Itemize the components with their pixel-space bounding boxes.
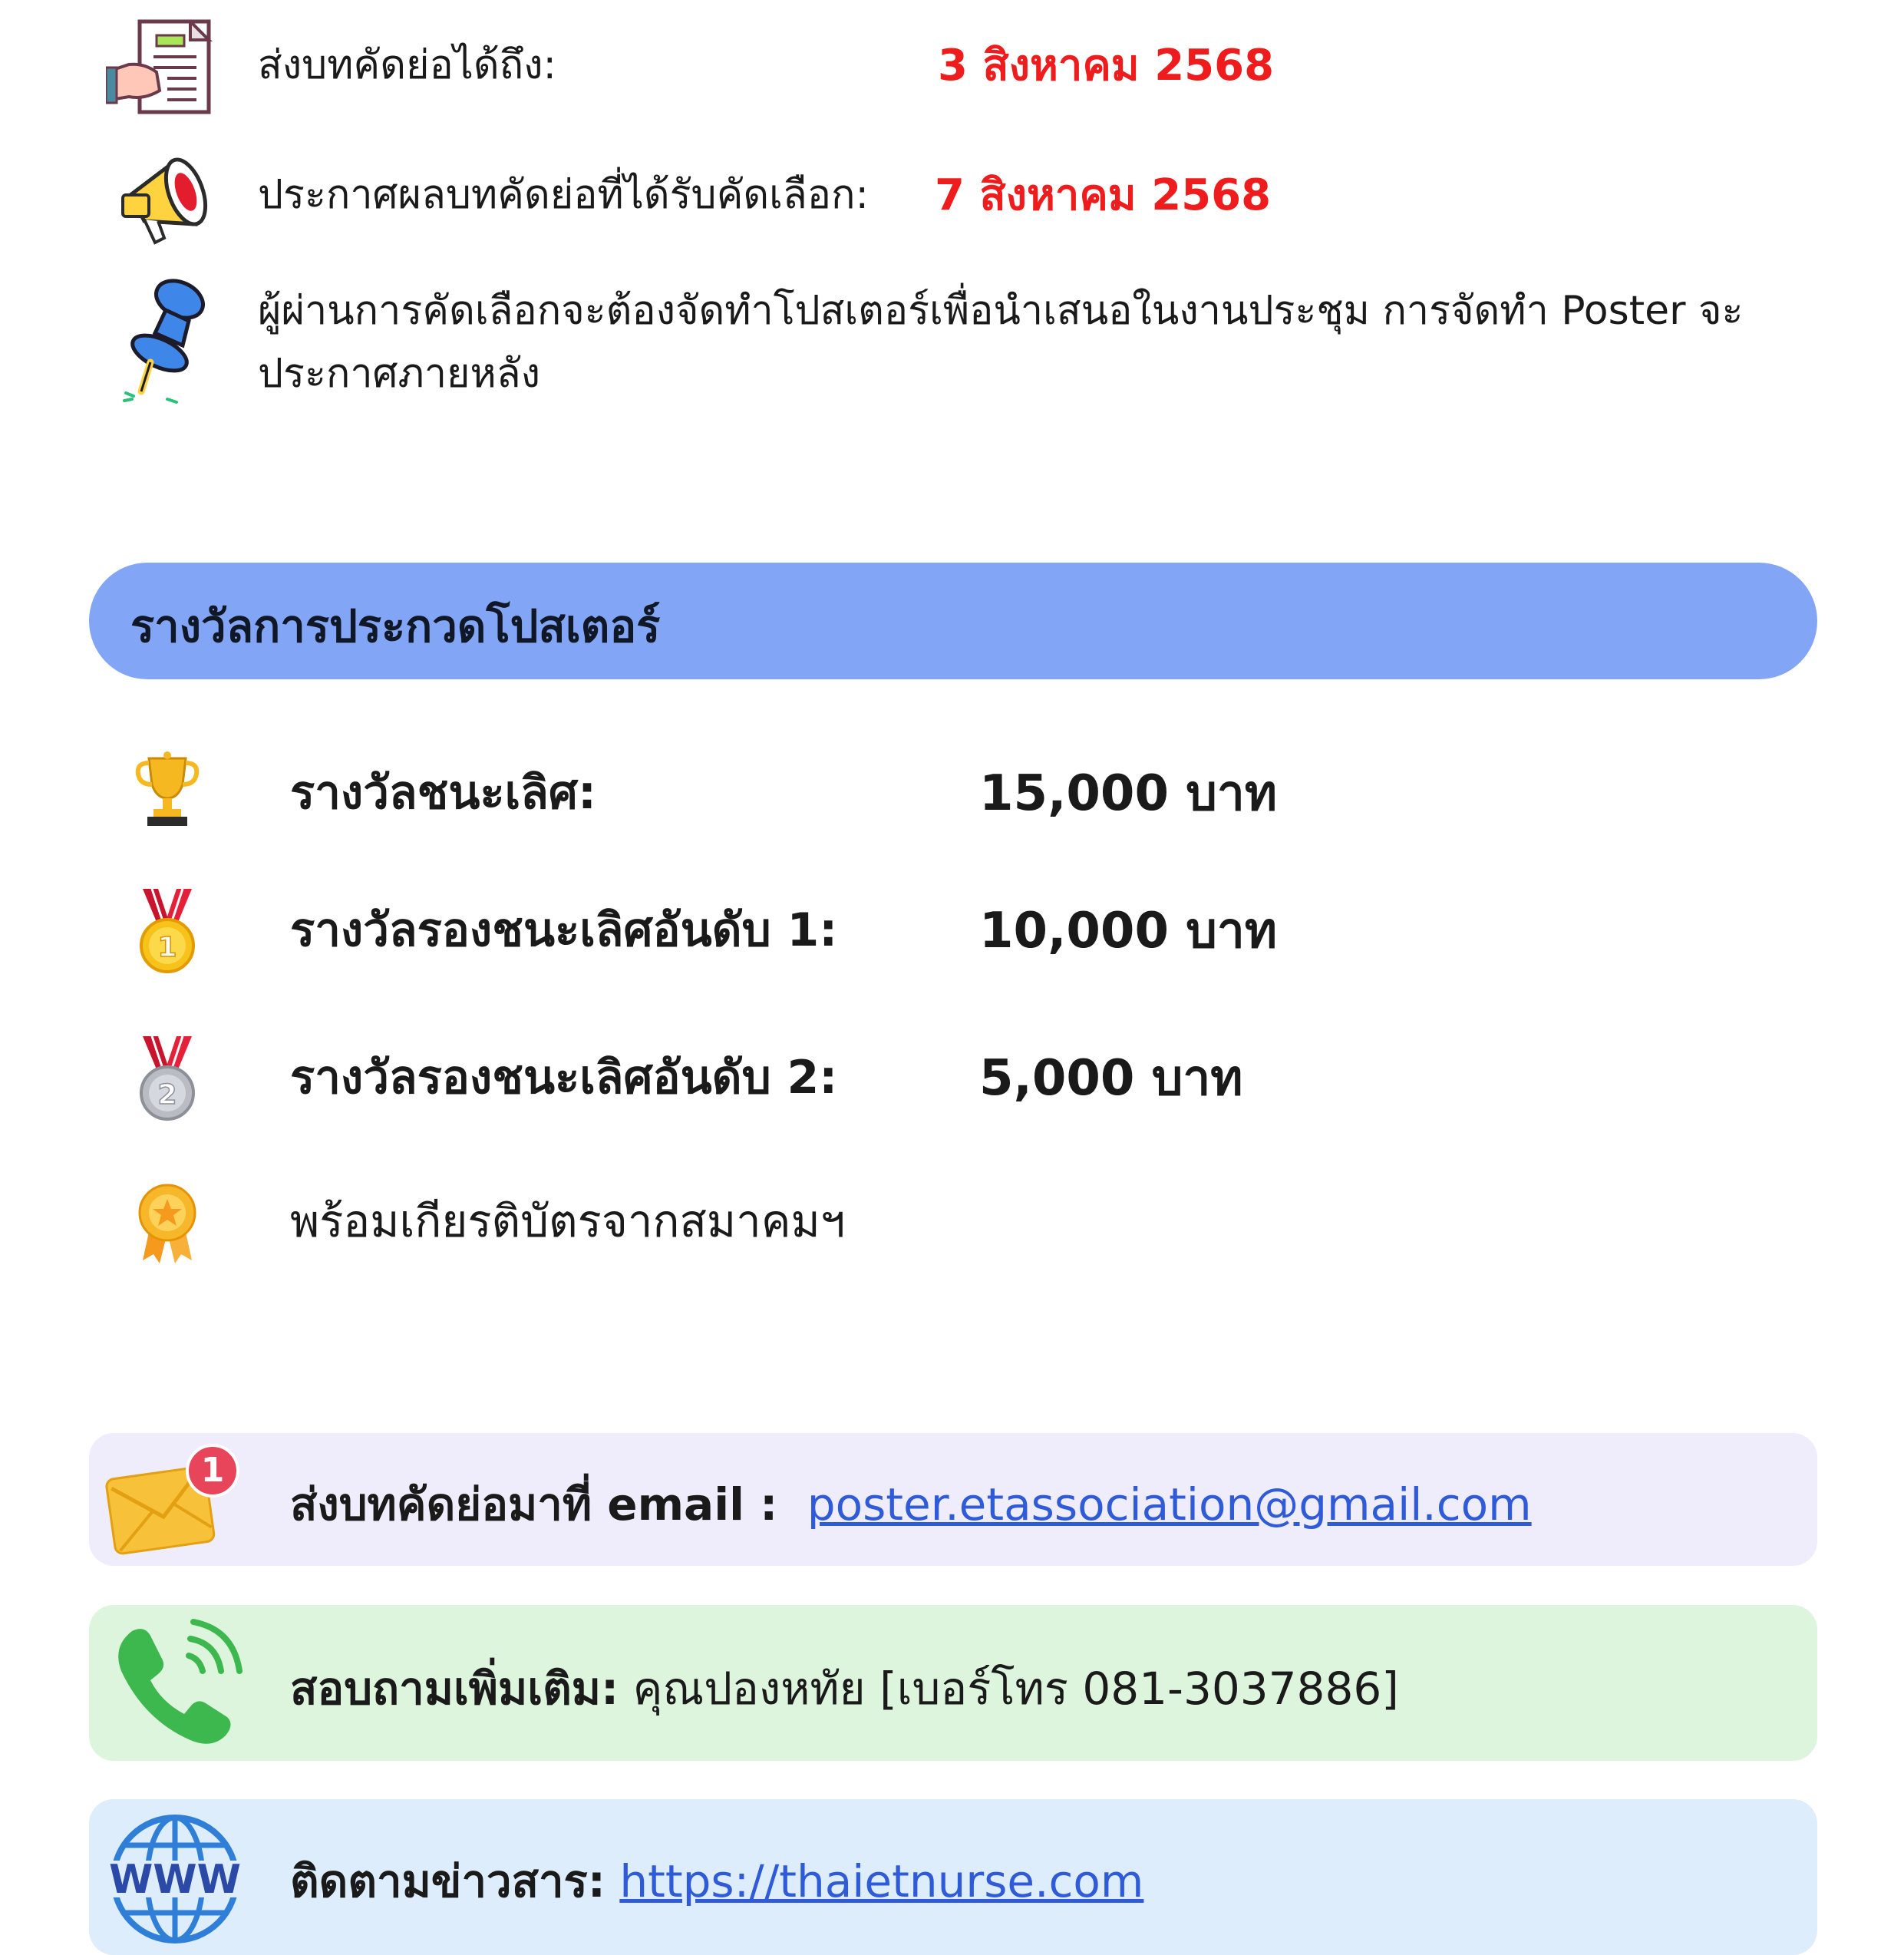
- second-prize-label: รางวัลรองชนะเลิศอันดับ 1:: [290, 903, 838, 957]
- rosette-icon: [137, 1184, 198, 1265]
- poster-note-line2: ประกาศภายหลัง: [258, 351, 541, 397]
- trophy-icon: [135, 751, 200, 827]
- poster-note-line1: ผู้ผ่านการคัดเลือกจะต้องจัดทำโปสเตอร์เพื่อนำเสนอในงานประชุม การจัดทำ Poster จะ: [258, 288, 1744, 334]
- announce-date: 7 สิงหาคม 2568: [935, 170, 1272, 220]
- website-link[interactable]: https://thaietnurse.com: [619, 1855, 1144, 1907]
- silver-medal-icon: [135, 1035, 200, 1121]
- announce-label: ประกาศผลบทคัดย่อที่ได้รับคัดเลือก:: [258, 172, 869, 218]
- megaphone-icon: [115, 147, 215, 247]
- third-prize-value: 5,000 บาท: [979, 1050, 1243, 1107]
- svg-text:2: 2: [157, 1079, 177, 1111]
- phone-text: คุณปองหทัย [เบอร์โทร 081-3037886]: [632, 1663, 1399, 1715]
- web-label: ติดตามข่าวสาร:: [290, 1855, 606, 1907]
- gold-medal-icon: [135, 887, 200, 973]
- deadline-label: ส่งบทคัดย่อได้ถึง:: [258, 42, 556, 88]
- notification-badge: 1: [186, 1444, 239, 1498]
- third-prize-label: รางวัลรองชนะเลิศอันดับ 2:: [290, 1051, 838, 1105]
- svg-text:1: 1: [157, 932, 177, 963]
- email-link[interactable]: poster.etassociation@gmail.com: [807, 1478, 1532, 1531]
- email-box: [89, 1433, 1817, 1566]
- website-box: [89, 1799, 1817, 1955]
- second-prize-value: 10,000 บาท: [979, 903, 1277, 959]
- first-prize-value: 15,000 บาท: [979, 765, 1277, 822]
- globe-www-icon: [106, 1810, 244, 1948]
- awards-title: รางวัลการประกวดโปสเตอร์: [130, 600, 661, 652]
- phone-icon: [104, 1613, 243, 1751]
- phone-label: สอบถามเพิ่มเติม:: [290, 1663, 619, 1715]
- awards-banner: [89, 563, 1817, 679]
- www-text: WWW: [108, 1857, 242, 1903]
- deadline-date: 3 สิงหาคม 2568: [938, 41, 1275, 91]
- first-prize-label: รางวัลชนะเลิศ:: [290, 766, 596, 820]
- certificate-text: พร้อมเกียรติบัตรจากสมาคมฯ: [290, 1195, 846, 1247]
- document-hand-icon: [106, 17, 221, 117]
- email-label: ส่งบทคัดย่อมาที่ email :: [290, 1478, 778, 1531]
- phone-box: [89, 1605, 1817, 1761]
- pushpin-icon: [121, 276, 213, 407]
